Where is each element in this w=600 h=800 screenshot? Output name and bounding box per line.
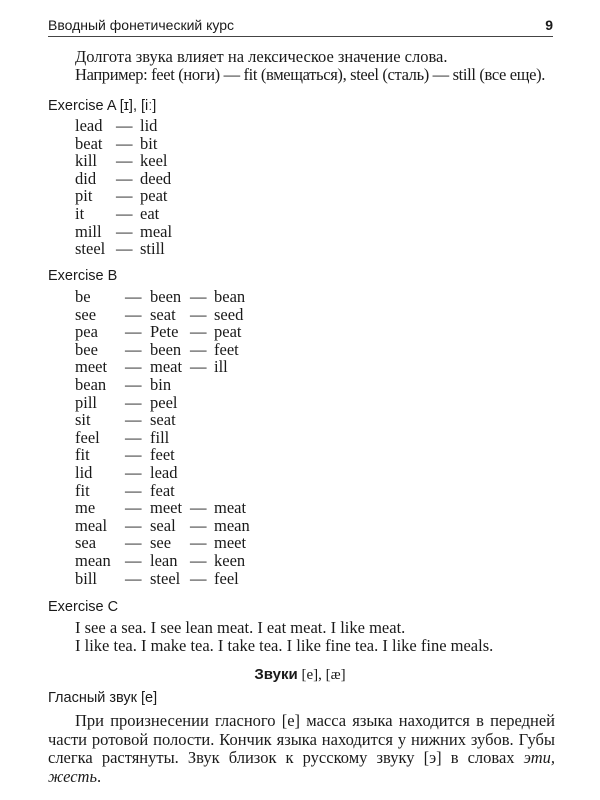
word: beat	[75, 133, 103, 153]
section-title-symbols: [e], [æ]	[297, 667, 346, 683]
exercise-b-title: Exercise B	[48, 268, 118, 284]
em-dash: —	[190, 568, 207, 588]
word: ill	[214, 357, 228, 377]
word: feet	[214, 339, 239, 359]
word: Pete	[150, 322, 179, 342]
em-dash: —	[125, 445, 142, 465]
em-dash: —	[125, 515, 142, 535]
em-dash: —	[125, 427, 142, 447]
intro-line-1: Долгота звука влияет на лексическое значение слова.	[75, 47, 448, 66]
body-paragraph-italic: эти, жесть	[48, 748, 555, 786]
word: bit	[140, 133, 158, 153]
word: peat	[214, 322, 242, 342]
em-dash: —	[190, 550, 207, 570]
em-dash: —	[125, 462, 142, 482]
em-dash: —	[125, 304, 142, 324]
em-dash: —	[125, 568, 142, 588]
word: feel	[214, 568, 239, 588]
word: fit	[75, 445, 90, 465]
word: see	[150, 533, 172, 553]
intro-line-2: Например: feet (ноги) — fit (вмещаться), steel (сталь) — still (все еще).	[75, 65, 546, 84]
word: lid	[140, 116, 158, 135]
word: seed	[214, 304, 244, 324]
em-dash: —	[116, 151, 133, 171]
word: kill	[75, 151, 98, 171]
word: feel	[75, 427, 100, 447]
word: pea	[75, 322, 98, 342]
em-dash: —	[125, 533, 142, 553]
em-dash: —	[125, 322, 142, 342]
word: lead	[150, 462, 178, 482]
em-dash: —	[125, 480, 142, 500]
word: fit	[75, 480, 90, 500]
header-rule	[48, 36, 553, 37]
exercise-c-title: Exercise C	[48, 599, 119, 615]
em-dash: —	[190, 515, 207, 535]
em-dash: —	[190, 533, 207, 553]
word: meal	[140, 221, 173, 241]
word: feet	[150, 445, 175, 465]
word: be	[75, 287, 91, 306]
em-dash: —	[190, 339, 207, 359]
section-title	[0, 666, 600, 684]
em-dash: —	[116, 168, 133, 188]
em-dash: —	[125, 550, 142, 570]
word: bee	[75, 339, 98, 359]
exercise-c-line-2: I like tea. I make tea. I take tea. I like fine tea. I like fine meals.	[75, 636, 494, 655]
em-dash: —	[116, 186, 133, 206]
section-title-bold: Звуки	[254, 666, 298, 683]
em-dash: —	[190, 498, 207, 518]
exercise-a-title: Exercise A [ɪ], [iː]	[48, 98, 157, 114]
em-dash: —	[116, 221, 133, 241]
word: meet	[75, 357, 108, 377]
em-dash: —	[125, 498, 142, 518]
word: lead	[75, 116, 103, 135]
word: seal	[150, 515, 176, 535]
word: been	[150, 339, 182, 359]
word: bean	[75, 374, 107, 394]
word: mean	[214, 515, 250, 535]
word: meet	[150, 498, 183, 518]
word: did	[75, 168, 97, 188]
word: peat	[140, 186, 168, 206]
word: pill	[75, 392, 98, 412]
word: bill	[75, 568, 98, 588]
word: fill	[150, 427, 170, 447]
exercise-c-line-1: I see a sea. I see lean meat. I eat meat. I like meat.	[75, 618, 406, 637]
word: seat	[150, 304, 176, 324]
running-header-title: Вводный фонетический курс	[48, 17, 235, 33]
word: deed	[140, 168, 172, 188]
em-dash: —	[190, 304, 207, 324]
em-dash: —	[125, 410, 142, 430]
word: bin	[150, 374, 172, 394]
em-dash: —	[190, 287, 207, 306]
word: sea	[75, 533, 97, 553]
word: lean	[150, 550, 178, 570]
word: bean	[214, 287, 246, 306]
word: peel	[150, 392, 178, 412]
word: mill	[75, 221, 102, 241]
word: meat	[214, 498, 247, 518]
subheading: Гласный звук [e]	[48, 690, 158, 706]
word: been	[150, 287, 182, 306]
word: eat	[140, 203, 160, 223]
word: meat	[150, 357, 183, 377]
em-dash: —	[190, 322, 207, 342]
em-dash: —	[116, 116, 133, 135]
word: feat	[150, 480, 175, 500]
word: it	[75, 203, 85, 223]
body-paragraph-text: При произнесении гласного [e] масса языка находится в передней части ротовой полости. Кончик языка находится у нижних зубов. Губы слегка растянуты. Звук близок к русскому звуку [э] в словах	[48, 711, 555, 767]
word: sit	[75, 410, 91, 430]
word: keen	[214, 550, 246, 570]
word: steel	[150, 568, 181, 588]
em-dash: —	[125, 357, 142, 377]
em-dash: —	[116, 203, 133, 223]
word: keel	[140, 151, 168, 171]
em-dash: —	[125, 287, 142, 306]
em-dash: —	[116, 239, 133, 259]
body-paragraph-end: .	[96, 766, 102, 786]
body-paragraph	[48, 712, 555, 786]
word: pit	[75, 186, 93, 206]
word: see	[75, 304, 97, 324]
word: meet	[214, 533, 247, 553]
em-dash: —	[125, 374, 142, 394]
word: still	[140, 239, 165, 259]
em-dash: —	[116, 133, 133, 153]
word: steel	[75, 239, 106, 259]
em-dash: —	[125, 392, 142, 412]
em-dash: —	[190, 357, 207, 377]
word: me	[75, 498, 96, 518]
word: meal	[75, 515, 108, 535]
word: mean	[75, 550, 111, 570]
page-number: 9	[545, 17, 553, 33]
em-dash: —	[125, 339, 142, 359]
word: seat	[150, 410, 176, 430]
word: lid	[75, 462, 93, 482]
